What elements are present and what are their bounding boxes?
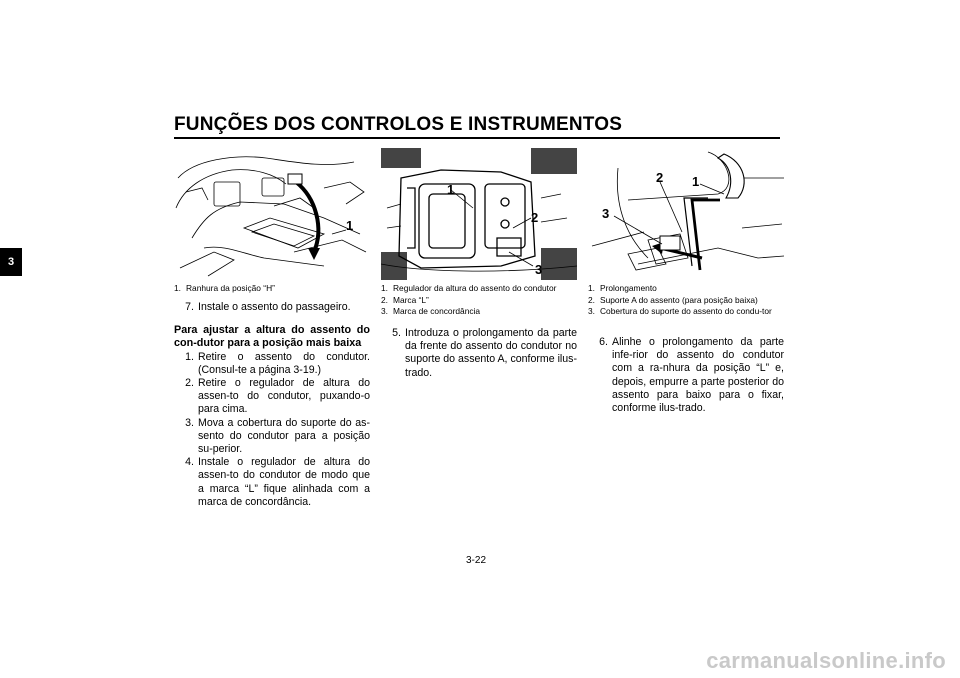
section-tab-label: 3 — [7, 256, 15, 268]
figure3-callout-3: 3 — [602, 206, 610, 221]
step-4: 4. Instale o regulador de altura do assen-to do condutor de modo que a marca “L” fique alinhada com a marca de concordância. — [185, 456, 370, 508]
title-rule — [174, 137, 780, 139]
caption-item: 1. Ranhura da posição “H” — [174, 283, 275, 293]
column-1-text — [174, 301, 370, 509]
caption-item: 2. Suporte A do assento (para posição baixa) — [588, 294, 758, 305]
seat-slot-illustration — [174, 148, 370, 280]
seat-bracket-illustration — [588, 148, 784, 280]
step-3: 3. Mova a cobertura do suporte do as-sento do condutor para a posição su-perior. — [185, 416, 370, 456]
figure-seat-slot — [174, 148, 370, 295]
page-title: FUNÇÕES DOS CONTROLOS E INSTRUMENTOS — [174, 114, 623, 135]
page-number: 3-22 — [466, 555, 487, 566]
figure3-callout-1: 1 — [692, 174, 700, 189]
height-adjuster-illustration — [381, 148, 577, 280]
figure-seat-bracket — [588, 148, 784, 318]
figure3-callout-2: 2 — [656, 170, 664, 185]
step-6: 6. Alinhe o prolongamento da parte infe-rior do assento do condutor com a ra-nhura da posição “L” e, depois, empurre a parte posterior do assento para baixo para o fixar, conforme ilus-trado. — [599, 336, 784, 415]
column-2-text — [381, 327, 577, 380]
section-heading: Para ajustar a altura do assento do con-dutor para a posição mais baixa — [174, 324, 370, 350]
figure2-callout-2: 2 — [531, 210, 539, 225]
caption-item: 3. Cobertura do suporte do assento do condu-tor — [588, 306, 772, 316]
column-3-text — [588, 336, 784, 415]
figure-height-adjuster — [381, 148, 581, 318]
step-7: 7. Instale o assento do passageiro. — [185, 301, 351, 313]
step-1: 1. Retire o assento do condutor. (Consul-te a página 3-19.) — [185, 350, 370, 376]
figure1-callout-1: 1 — [346, 218, 354, 233]
caption-item: 3. Marca de concordância — [381, 306, 481, 316]
figure2-callout-1: 1 — [447, 182, 455, 197]
caption-item: 1. Prolongamento — [588, 283, 657, 293]
caption-item: 1. Regulador da altura do assento do condutor — [381, 283, 557, 293]
section-tab — [0, 248, 22, 276]
step-2: 2. Retire o regulador de altura do assen-to do condutor, puxando-o para cima. — [185, 377, 370, 416]
step-5: 5. Introduza o prolongamento da parte da frente do assento do condutor no suporte do assento A, conforme ilus-trado. — [392, 327, 577, 379]
figure2-caption — [381, 283, 581, 318]
figure1-caption — [174, 283, 370, 295]
figure3-caption — [588, 283, 784, 318]
watermark: carmanualsonline.info — [706, 648, 946, 673]
caption-item: 2. Marca “L” — [381, 294, 429, 305]
figure2-callout-3: 3 — [535, 262, 543, 277]
